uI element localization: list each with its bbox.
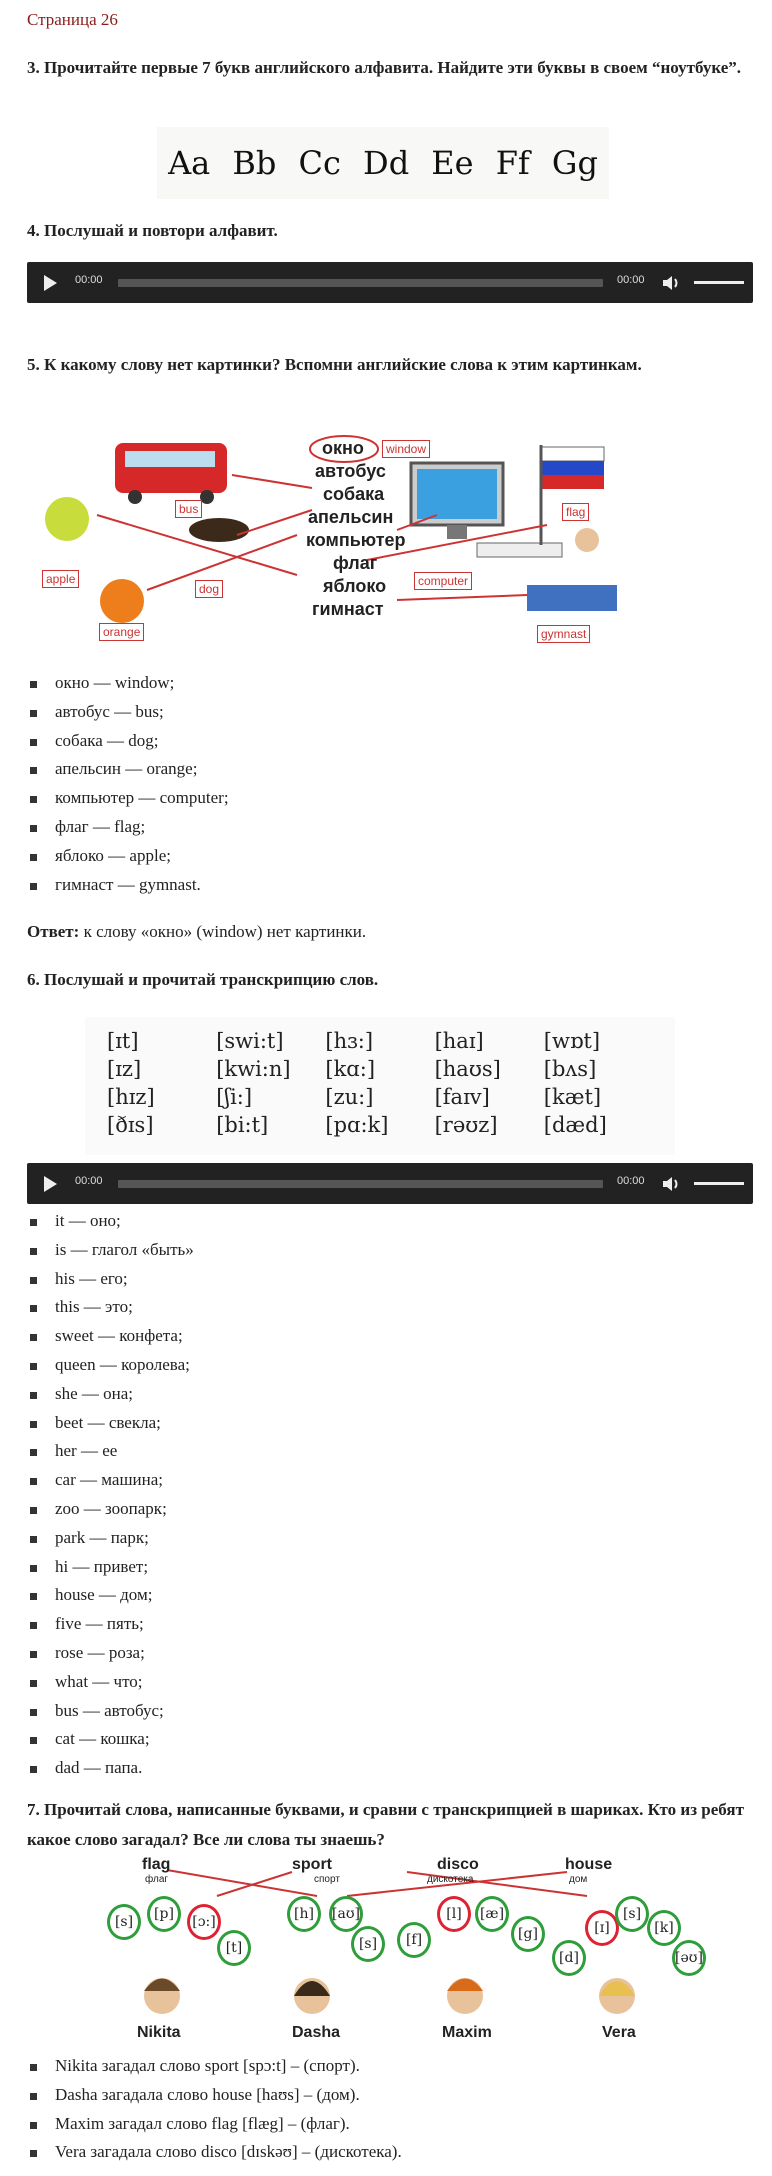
transcription-cell: [rəʊz] <box>434 1113 498 1137</box>
word-translation: дискотека <box>427 1874 474 1885</box>
exercise-4-title: 4. Послушай и повтори алфавит. <box>27 221 278 240</box>
balloon: [s] <box>107 1904 141 1940</box>
list-item: five — пять; <box>27 1610 194 1639</box>
balloon: [əʊ] <box>672 1940 706 1976</box>
exercise-6-title: 6. Послушай и прочитай транскрипцию слов. <box>27 970 379 989</box>
list-item: she — она; <box>27 1380 194 1409</box>
balloon: [f] <box>397 1922 431 1958</box>
seek-bar[interactable] <box>118 1180 603 1188</box>
list-item: zoo — зоопарк; <box>27 1495 194 1524</box>
kid-name: Vera <box>602 2024 636 2041</box>
list-item: rose — роза; <box>27 1639 194 1668</box>
transcription-cell: [haʊs] <box>434 1057 501 1081</box>
balloon: [d] <box>552 1940 586 1976</box>
play-icon[interactable] <box>44 1176 57 1192</box>
kid-name: Maxim <box>442 2024 492 2041</box>
transcription-cell: [swi:t] <box>216 1029 284 1053</box>
list-item: компьютер — computer; <box>27 784 229 813</box>
volume-icon[interactable] <box>661 274 681 292</box>
list-item: park — парк; <box>27 1524 194 1553</box>
word: house <box>565 1856 613 1873</box>
balloon: [p] <box>147 1896 181 1932</box>
word-translation: дом <box>569 1874 588 1885</box>
list-item: car — машина; <box>27 1466 194 1495</box>
answer-label: Ответ: <box>27 922 80 941</box>
ru-word: гимнаст <box>312 599 384 619</box>
list-item: bus — автобус; <box>27 1697 194 1726</box>
transcription-cell: [haɪ] <box>434 1029 484 1053</box>
balloon: [h] <box>287 1896 321 1932</box>
list-item: hi — привет; <box>27 1553 194 1582</box>
exercise-5-picture <box>27 425 617 653</box>
transcription-cell: [pɑ:k] <box>325 1113 389 1137</box>
exercise-7-title: 7. Прочитай слова, написанные буквами, и сравни с транскрипцией в шариках. Кто из ребят какое слово загадал? Все ли слова ты знаешь? <box>27 1800 744 1849</box>
list-item: флаг — flag; <box>27 813 229 842</box>
word: sport <box>292 1856 332 1873</box>
label-apple: apple <box>42 570 79 588</box>
word: flag <box>142 1856 171 1873</box>
audio-player <box>27 1163 753 1204</box>
volume-slider[interactable] <box>694 281 744 284</box>
list-item: house — дом; <box>27 1581 194 1610</box>
list-item: Nikita загадал слово sport [spɔ:t] – (спорт). <box>27 2052 402 2081</box>
transcription-cell: [bʌs] <box>543 1057 597 1081</box>
transcription-cell: [dæd] <box>543 1113 607 1137</box>
list-item: his — его; <box>27 1265 194 1294</box>
label-window: window <box>382 440 430 458</box>
transcription-cell: [hɪz] <box>107 1085 155 1109</box>
transcription-cell: [kɑ:] <box>325 1057 376 1081</box>
transcription-cell: [kwi:n] <box>216 1057 291 1081</box>
list-item: queen — королева; <box>27 1351 194 1380</box>
current-time: 00:00 <box>75 274 103 286</box>
word-translation: спорт <box>314 1874 340 1885</box>
volume-icon[interactable] <box>661 1175 681 1193</box>
list-item: beet — свекла; <box>27 1409 194 1438</box>
label-dog: dog <box>195 580 223 598</box>
balloon: [t] <box>217 1930 251 1966</box>
exercise-7-picture <box>107 1856 707 2046</box>
list-item: dad — папа. <box>27 1754 194 1783</box>
transcription-cell: [ðɪs] <box>107 1113 154 1137</box>
current-time: 00:00 <box>75 1175 103 1187</box>
kid-name: Nikita <box>137 2024 181 2041</box>
balloon: [æ] <box>475 1896 509 1932</box>
letter: Bb <box>232 144 277 182</box>
transcription-cell: [zu:] <box>325 1085 374 1109</box>
seek-bar[interactable] <box>118 279 603 287</box>
transcription-cell: [kæt] <box>543 1085 602 1109</box>
list-item: is — глагол «быть» <box>27 1236 194 1265</box>
ru-word: собака <box>323 484 385 504</box>
exercise-3-title: 3. Прочитайте первые 7 букв английского алфавита. Найдите эти буквы в своем “ноутбуке”. <box>27 58 741 77</box>
kid-name: Dasha <box>292 2024 341 2041</box>
word: disco <box>437 1856 479 1873</box>
label-flag: flag <box>562 503 589 521</box>
list-item: cat — кошка; <box>27 1725 194 1754</box>
alphabet-image <box>157 127 609 199</box>
word-translation: флаг <box>145 1874 169 1885</box>
exercise-5-list <box>27 669 229 899</box>
page-number: Страница 26 <box>27 10 118 29</box>
exercise-6-list <box>27 1207 194 1783</box>
list-item: it — оно; <box>27 1207 194 1236</box>
list-item: апельсин — orange; <box>27 755 229 784</box>
transcription-cell: [ɪt] <box>107 1029 139 1053</box>
letter: Aa <box>168 144 211 182</box>
ru-word: флаг <box>333 553 378 573</box>
list-item: окно — window; <box>27 669 229 698</box>
letter: Ee <box>431 144 474 182</box>
list-item: автобус — bus; <box>27 698 229 727</box>
ru-word: автобус <box>315 461 386 481</box>
balloon: [g] <box>511 1916 545 1952</box>
audio-player <box>27 262 753 303</box>
list-item: sweet — конфета; <box>27 1322 194 1351</box>
answer-text: к слову «окно» (window) нет картинки. <box>79 922 367 941</box>
list-item: her — ее <box>27 1437 194 1466</box>
list-item: Maxim загадал слово flag [flæg] – (флаг). <box>27 2110 402 2139</box>
list-item: this — это; <box>27 1293 194 1322</box>
balloon: [k] <box>647 1910 681 1946</box>
ru-word: апельсин <box>308 507 394 527</box>
list-item: собака — dog; <box>27 727 229 756</box>
balloon: [s] <box>615 1896 649 1932</box>
label-gymnast: gymnast <box>537 625 590 643</box>
transcription-table <box>85 1017 675 1155</box>
ru-word: компьютер <box>306 530 406 550</box>
transcription-cell: [ɪz] <box>107 1057 142 1081</box>
transcription-cell: [ʃi:] <box>216 1085 253 1109</box>
ru-word: яблоко <box>323 576 387 596</box>
transcription-cell: [hɜ:] <box>325 1029 374 1053</box>
transcription-cell: [bi:t] <box>216 1113 269 1137</box>
exercise-5-title: 5. К какому слову нет картинки? Вспомни английские слова к этим картинкам. <box>27 355 642 374</box>
answer <box>27 922 366 942</box>
list-item: гимнаст — gymnast. <box>27 871 229 900</box>
transcription-cell: [faɪv] <box>434 1085 490 1109</box>
list-item: Vera загадала слово disco [dɪskəʊ] – (дискотека). <box>27 2138 402 2167</box>
balloon: [ɔ:] <box>187 1904 221 1940</box>
list-item: Dasha загадала слово house [haʊs] – (дом). <box>27 2081 402 2110</box>
letter: Dd <box>363 144 410 182</box>
label-bus: bus <box>175 500 202 518</box>
letter: Cc <box>298 144 341 182</box>
play-icon[interactable] <box>44 275 57 291</box>
letter: Ff <box>495 144 530 182</box>
list-item: яблоко — apple; <box>27 842 229 871</box>
transcription-cell: [wɒt] <box>543 1029 601 1053</box>
label-computer: computer <box>414 572 472 590</box>
volume-slider[interactable] <box>694 1182 744 1185</box>
balloon: [l] <box>437 1896 471 1932</box>
balloon: [ɪ] <box>585 1910 619 1946</box>
duration: 00:00 <box>617 1175 645 1187</box>
exercise-7-list <box>27 2052 402 2167</box>
duration: 00:00 <box>617 274 645 286</box>
ru-word: окно <box>322 438 364 458</box>
letter: Gg <box>551 144 598 182</box>
list-item: what — что; <box>27 1668 194 1697</box>
balloon: [s] <box>351 1926 385 1962</box>
balloon: [aʊ] <box>329 1896 363 1932</box>
label-orange: orange <box>99 623 144 641</box>
